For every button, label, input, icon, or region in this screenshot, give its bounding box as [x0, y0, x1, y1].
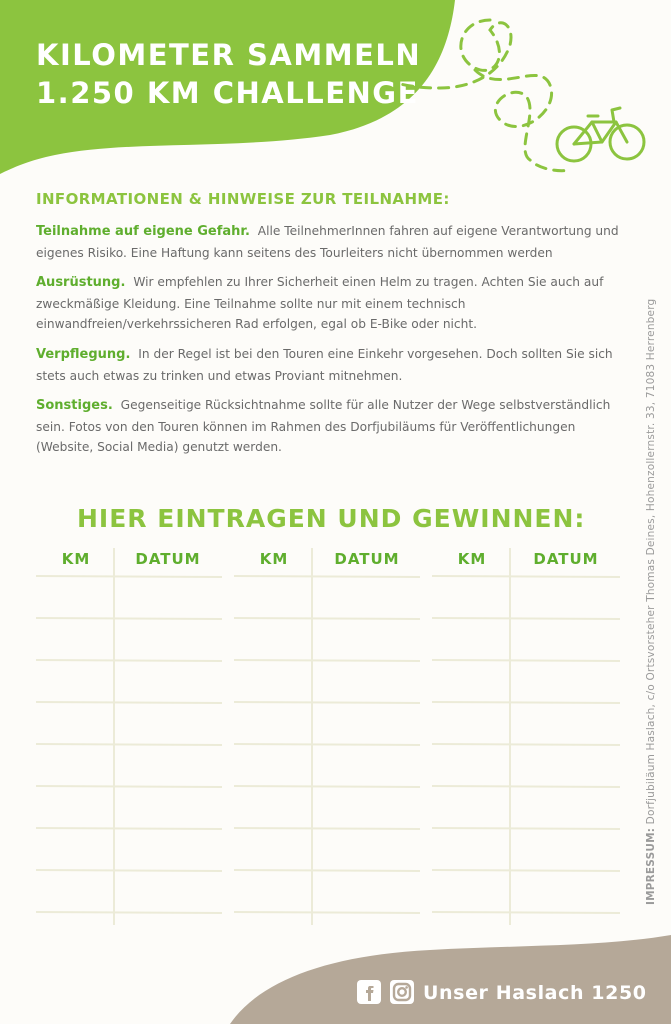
impressum-label: IMPRESSUM: [645, 827, 657, 905]
section-text: Gegenseitige Rücksichtnahme sollte für alle Nutzer der Wege selbstverständlich sein. Fotos von den Touren können im Rahmen des Dorfjubiläums für Veröffentlichungen (Website, Social Media) genutzt werden. [36, 398, 611, 454]
footer-background [0, 925, 671, 1024]
footer-hashtag: Unser Haslach 1250 [423, 982, 647, 1004]
info-section-equipment [36, 272, 621, 335]
facebook-icon[interactable] [357, 980, 381, 1004]
section-label: Sonstiges. [36, 398, 113, 413]
column-header-datum: DATUM [135, 550, 201, 568]
bicycle-icon [554, 102, 648, 166]
impressum [645, 299, 657, 905]
column-header-datum: DATUM [533, 550, 599, 568]
column-header-km: KM [457, 550, 487, 568]
page-title [36, 36, 421, 112]
section-label: Ausrüstung. [36, 275, 126, 290]
entry-table-grid [0, 540, 671, 940]
info-section-catering [36, 344, 621, 386]
title-line-1: KILOMETER SAMMELN [36, 38, 422, 72]
section-text: Alle TeilnehmerInnen fahren auf eigene Verantwortung und eigenes Risiko. Eine Haftung kann seitens des Tourleiters nicht übernommen werden [36, 224, 619, 260]
info-section-risk [36, 221, 621, 263]
info-heading: INFORMATIONEN & HINWEISE ZUR TEILNAHME: [36, 190, 450, 208]
instagram-icon[interactable] [390, 980, 414, 1004]
section-text: Wir empfehlen zu Ihrer Sicherheit einen Helm zu tragen. Achten Sie auch auf zweckmäßige Kleidung. Eine Teilnahme sollte nur mit einem technisch einwandfreien/verkehrssicheren Rad erfolgen, egal ob E-Bike oder nicht. [36, 275, 604, 331]
title-line-2: 1.250 KM CHALLENGE [36, 76, 419, 110]
column-header-km: KM [259, 550, 289, 568]
impressum-text: Dorfjubiläum Haslach, c/o Ortsvorsteher Thomas Deines, Hohenzollernstr. 33, 71083 Herrenberg [645, 298, 657, 825]
entry-heading: HIER EINTRAGEN UND GEWINNEN: [77, 504, 586, 533]
section-label: Teilnahme auf eigene Gefahr. [36, 224, 250, 239]
info-section-other [36, 395, 621, 458]
column-header-datum: DATUM [334, 550, 400, 568]
column-header-km: KM [61, 550, 91, 568]
section-label: Verpflegung. [36, 347, 131, 362]
section-text: In der Regel ist bei den Touren eine Einkehr vorgesehen. Doch sollten Sie sich stets auch etwas zu trinken und etwas Proviant mitnehmen. [36, 347, 613, 383]
